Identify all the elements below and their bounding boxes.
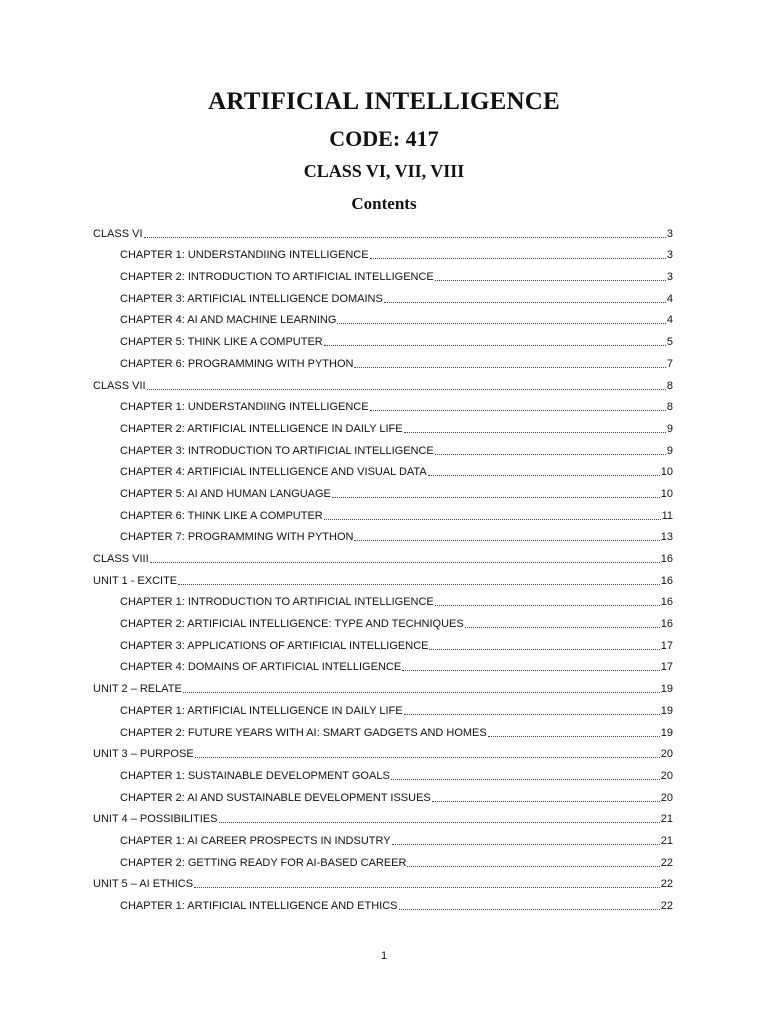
dot-leader [354,366,665,368]
toc-section-entry[interactable] [93,740,673,762]
toc-entry-label: CHAPTER 3: INTRODUCTION TO ARTIFICIAL INTELLIGENCE [120,444,434,457]
dot-leader [194,886,660,888]
toc-entry-label: CLASS VII [93,379,146,392]
dot-leader [488,735,660,737]
toc-chapter-entry[interactable] [93,393,673,415]
toc-entry-page: 22 [660,878,673,891]
toc-entry-page: 20 [660,791,673,804]
toc-chapter-entry[interactable] [93,631,673,653]
toc-entry-label: CHAPTER 3: APPLICATIONS OF ARTIFICIAL INTELLIGENCE [120,639,429,652]
toc-chapter-entry[interactable] [93,891,673,913]
toc-entry-label: CHAPTER 1: INTRODUCTION TO ARTIFICIAL INTELLIGENCE [120,596,434,609]
toc-entry-label: CHAPTER 5: AI AND HUMAN LANGUAGE [120,487,331,500]
toc-entry-label: CHAPTER 5: THINK LIKE A COMPUTER [120,336,323,349]
page-number: 1 [380,950,388,962]
toc-entry-label: CHAPTER 2: GETTING READY FOR AI-BASED CAREER [120,856,407,869]
toc-entry-label: CHAPTER 7: PROGRAMMING WITH PYTHON [120,531,354,544]
toc-entry-page: 5 [666,336,673,349]
toc-chapter-entry[interactable] [93,284,673,306]
toc-chapter-entry[interactable] [93,718,673,740]
toc-section-entry[interactable] [93,674,673,696]
toc-entry-page: 19 [660,726,673,739]
toc-entry-page: 21 [660,834,673,847]
toc-entry-page: 16 [660,618,673,631]
toc-chapter-entry[interactable] [93,436,673,458]
toc-chapter-entry[interactable] [93,696,673,718]
toc-entry-label: UNIT 3 – PURPOSE [93,748,194,761]
toc-entry-label: CLASS VIII [93,553,149,565]
toc-entry-label: CHAPTER 1: AI CAREER PROSPECTS IN INDSUTRY [120,834,391,847]
toc-chapter-entry[interactable] [93,241,673,263]
toc-chapter-entry[interactable] [93,458,673,480]
toc-section-entry[interactable] [93,870,673,892]
dot-leader [354,539,659,541]
document-title: ARTIFICIAL INTELLIGENCE [208,88,560,115]
toc-entry-label: CHAPTER 2: ARTIFICIAL INTELLIGENCE: TYPE AND TECHNIQUES [120,618,464,631]
toc-chapter-entry[interactable] [93,306,673,328]
toc-entry-label: CHAPTER 6: THINK LIKE A COMPUTER [120,509,323,522]
dot-leader [370,257,666,259]
toc-entry-page: 3 [666,227,673,240]
toc-entry-page: 10 [660,487,673,500]
toc-entry-page: 10 [660,466,673,479]
toc-chapter-entry[interactable] [93,653,673,675]
toc-entry-page: 9 [666,444,673,457]
toc-entry-page: 19 [660,704,673,717]
toc-chapter-entry[interactable] [93,848,673,870]
toc-entry-label: UNIT 5 – AI ETHICS [93,878,194,891]
toc-entry-label: CHAPTER 4: DOMAINS OF ARTIFICIAL INTELLIGENCE [120,661,402,674]
toc-chapter-entry[interactable] [93,826,673,848]
dot-leader [404,713,660,715]
dot-leader [384,301,666,303]
dot-leader [178,583,660,585]
dot-leader [399,908,660,910]
dot-leader [435,604,660,606]
toc-entry-label: CHAPTER 1: UNDERSTANDIING INTELLIGENCE [120,401,369,414]
toc-chapter-entry[interactable] [93,761,673,783]
toc-entry-page: 11 [661,509,673,522]
dot-leader [332,496,660,498]
toc-entry-label: UNIT 2 – RELATE [93,683,182,696]
class-range: CLASS VI, VII, VIII [303,161,465,181]
toc-entry-page: 20 [660,769,673,782]
toc-entry-label: UNIT 1 - EXCITE [93,574,178,587]
dot-leader [147,388,666,390]
toc-chapter-entry[interactable] [93,414,673,436]
toc-entry-page: 3 [666,249,673,262]
toc-entry-label: CHAPTER 4: AI AND MACHINE LEARNING [120,314,337,327]
dot-leader [370,409,666,411]
toc-entry-page: 16 [660,596,673,609]
toc-entry-label: CHAPTER 2: AI AND SUSTAINABLE DEVELOPMENT ISSUES [120,791,431,804]
dot-leader [432,800,660,802]
dot-leader [429,648,659,650]
dot-leader [183,691,660,693]
toc-entry-page: 20 [660,748,673,761]
toc-section-entry[interactable] [93,371,673,393]
toc-entry-page: 21 [660,813,673,826]
toc-entry-label: CHAPTER 1: ARTIFICIAL INTELLIGENCE AND ETHICS [120,900,398,912]
toc-entry-label: CLASS VI [93,227,143,240]
toc-entry-label: CHAPTER 1: UNDERSTANDIING INTELLIGENCE [120,249,369,262]
contents-heading: Contents [351,194,417,213]
toc-chapter-entry[interactable] [93,479,673,501]
toc-entry-label: CHAPTER 1: ARTIFICIAL INTELLIGENCE IN DAILY LIFE [120,704,403,717]
toc-entry-page: 16 [660,574,673,587]
toc-entry-page: 19 [660,683,673,696]
dot-leader [435,279,666,281]
toc-entry-page: 8 [666,379,673,392]
toc-entry-label: CHAPTER 2: ARTIFICIAL INTELLIGENCE IN DAILY LIFE [120,422,403,435]
toc-section-entry[interactable] [93,219,673,241]
toc-entry-label: CHAPTER 1: SUSTAINABLE DEVELOPMENT GOALS [120,769,390,782]
toc-chapter-entry[interactable] [93,783,673,805]
dot-leader [428,474,660,476]
dot-leader [337,322,665,324]
toc-entry-page: 4 [666,314,673,327]
toc-chapter-entry[interactable] [93,588,673,610]
toc-entry-label: CHAPTER 2: INTRODUCTION TO ARTIFICIAL INTELLIGENCE [120,271,434,284]
toc-entry-label: CHAPTER 6: PROGRAMMING WITH PYTHON [120,357,354,370]
dot-leader [407,865,659,867]
toc-entry-page: 13 [660,531,673,544]
toc-entry-label: CHAPTER 3: ARTIFICIAL INTELLIGENCE DOMAINS [120,292,383,305]
dot-leader [150,561,660,563]
dot-leader [144,236,666,238]
toc-entry-label: UNIT 4 – POSSIBILITIES [93,813,218,826]
dot-leader [324,518,661,520]
dot-leader [465,626,660,628]
toc-chapter-entry[interactable] [93,327,673,349]
toc-entry-page: 7 [666,357,673,370]
dot-leader [324,344,666,346]
toc-section-entry[interactable] [93,566,673,588]
dot-leader [392,843,660,845]
toc-entry-page: 22 [660,900,673,912]
toc-chapter-entry[interactable] [93,523,673,545]
toc-section-entry[interactable] [93,544,673,566]
toc-chapter-entry[interactable] [93,349,673,371]
dot-leader [404,431,666,433]
toc-entry-page: 17 [660,661,673,674]
toc-section-entry[interactable] [93,805,673,827]
toc-chapter-entry[interactable] [93,262,673,284]
dot-leader [435,453,666,455]
toc-entry-page: 4 [666,292,673,305]
dot-leader [402,669,660,671]
toc-chapter-entry[interactable] [93,501,673,523]
toc-entry-page: 16 [660,553,673,565]
subject-code: CODE: 417 [329,126,439,151]
toc-entry-page: 22 [660,856,673,869]
toc-entry-label: CHAPTER 2: FUTURE YEARS WITH AI: SMART GADGETS AND HOMES [120,726,487,739]
table-of-contents [93,219,673,913]
toc-entry-page: 9 [666,422,673,435]
dot-leader [391,778,660,780]
dot-leader [219,821,660,823]
toc-entry-label: CHAPTER 4: ARTIFICIAL INTELLIGENCE AND VISUAL DATA [120,466,427,479]
toc-entry-page: 17 [660,639,673,652]
toc-entry-page: 3 [666,271,673,284]
toc-entry-page: 8 [666,401,673,414]
dot-leader [195,756,660,758]
toc-chapter-entry[interactable] [93,609,673,631]
